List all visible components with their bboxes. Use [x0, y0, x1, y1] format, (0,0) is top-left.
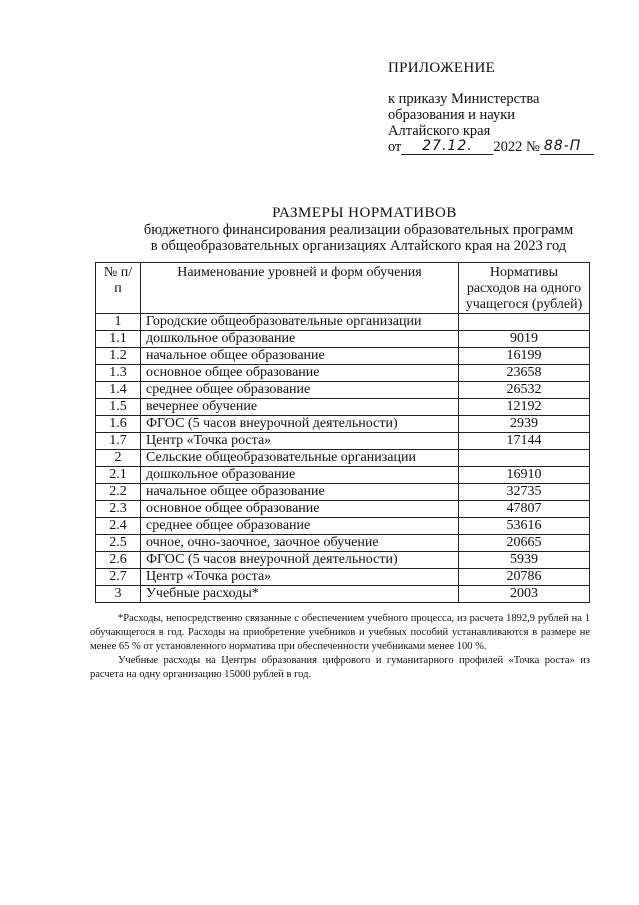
date-prefix: от	[388, 139, 402, 155]
footnote-tochka-rosta: Учебные расходы на Центры образования цифрового и гуманитарного профилей «Точка роста» из расчета на одну организацию 15000 рублей в год.	[90, 655, 590, 680]
row-value: 2003	[459, 586, 590, 603]
row-name: Сельские общеобразовательные организации	[141, 450, 459, 467]
row-value: 16910	[459, 467, 590, 484]
row-value: 5939	[459, 552, 590, 569]
document-title: РАЗМЕРЫ НОРМАТИВОВ	[272, 205, 457, 221]
table-row	[96, 433, 590, 450]
table-row	[96, 399, 590, 416]
row-number: 2.3	[96, 501, 141, 518]
row-name: основное общее образование	[141, 365, 459, 382]
table-row	[96, 331, 590, 348]
row-name: среднее общее образование	[141, 518, 459, 535]
row-name: дошкольное образование	[141, 331, 459, 348]
standards-table	[95, 262, 590, 603]
row-name: ФГОС (5 часов внеурочной деятельности)	[141, 416, 459, 433]
row-value: 17144	[459, 433, 590, 450]
table-row	[96, 518, 590, 535]
table-row	[96, 416, 590, 433]
row-value: 23658	[459, 365, 590, 382]
row-name: Центр «Точка роста»	[141, 569, 459, 586]
table-row	[96, 552, 590, 569]
table-row	[96, 535, 590, 552]
row-number: 3	[96, 586, 141, 603]
footnotes	[90, 612, 590, 682]
row-number: 2	[96, 450, 141, 467]
row-number: 1.1	[96, 331, 141, 348]
appendix-lines	[388, 91, 594, 155]
row-number: 1.6	[96, 416, 141, 433]
row-name: вечернее обучение	[141, 399, 459, 416]
footnote-textbooks: *Расходы, непосредственно связанные с обеспечением учебного процесса, из расчета 1892,9 рублей на 1 обучающегося в год. Расходы на приобретение учебников и учебных пособий устанавливаются в размере не менее 65 % от установленного норматива при обеспеченности учебниками менее 100 %.	[90, 613, 590, 652]
table-header-row	[96, 263, 590, 314]
row-name: ФГОС (5 часов внеурочной деятельности)	[141, 552, 459, 569]
table-row	[96, 314, 590, 331]
row-number: 1.2	[96, 348, 141, 365]
year-and-number-label: 2022 №	[493, 139, 540, 155]
appendix-line-1: к приказу Министерства	[388, 91, 540, 107]
row-value: 12192	[459, 399, 590, 416]
appendix-line-2: образования и науки	[388, 107, 516, 123]
row-number: 2.5	[96, 535, 141, 552]
row-name: среднее общее образование	[141, 382, 459, 399]
row-value: 9019	[459, 331, 590, 348]
table-row	[96, 467, 590, 484]
row-value: 26532	[459, 382, 590, 399]
row-number: 1.7	[96, 433, 141, 450]
row-value: 47807	[459, 501, 590, 518]
row-value: 20786	[459, 569, 590, 586]
row-value	[459, 450, 590, 467]
row-value: 16199	[459, 348, 590, 365]
row-name: начальное общее образование	[141, 484, 459, 501]
row-name: основное общее образование	[141, 501, 459, 518]
row-name: Центр «Точка роста»	[141, 433, 459, 450]
document-subtitle-2: в общеобразовательных организациях Алтайского края на 2023 год	[150, 238, 567, 254]
table-row	[96, 501, 590, 518]
appendix-title: ПРИЛОЖЕНИЕ	[388, 60, 496, 76]
appendix-line-3: Алтайского края	[388, 123, 491, 139]
table-row	[96, 569, 590, 586]
row-number: 1.3	[96, 365, 141, 382]
table-row	[96, 365, 590, 382]
row-value: 20665	[459, 535, 590, 552]
row-name: Городские общеобразовательные организации	[141, 314, 459, 331]
row-number: 2.7	[96, 569, 141, 586]
table-row	[96, 348, 590, 365]
row-number: 2.4	[96, 518, 141, 535]
header-name: Наименование уровней и форм обучения	[141, 263, 459, 314]
document-heading	[0, 205, 639, 254]
row-name: дошкольное образование	[141, 467, 459, 484]
handwritten-order-number: 88-П	[540, 139, 594, 155]
handwritten-date: 27.12.	[401, 139, 493, 155]
row-name: начальное общее образование	[141, 348, 459, 365]
table-row	[96, 586, 590, 603]
table-row	[96, 484, 590, 501]
row-value: 32735	[459, 484, 590, 501]
row-number: 2.2	[96, 484, 141, 501]
row-number: 2.1	[96, 467, 141, 484]
row-number: 1	[96, 314, 141, 331]
header-value: Нормативы расходов на одного учащегося (рублей)	[459, 263, 590, 314]
table-row	[96, 450, 590, 467]
row-number: 1.5	[96, 399, 141, 416]
row-value	[459, 314, 590, 331]
document-subtitle-1: бюджетного финансирования реализации образовательных программ	[143, 222, 574, 238]
row-name: Учебные расходы*	[141, 586, 459, 603]
row-value: 2939	[459, 416, 590, 433]
header-number: № п/п	[96, 263, 141, 314]
row-number: 2.6	[96, 552, 141, 569]
order-date-line	[388, 139, 594, 155]
table-row	[96, 382, 590, 399]
appendix-block	[388, 60, 594, 155]
row-value: 53616	[459, 518, 590, 535]
row-name: очное, очно-заочное, заочное обучение	[141, 535, 459, 552]
row-number: 1.4	[96, 382, 141, 399]
